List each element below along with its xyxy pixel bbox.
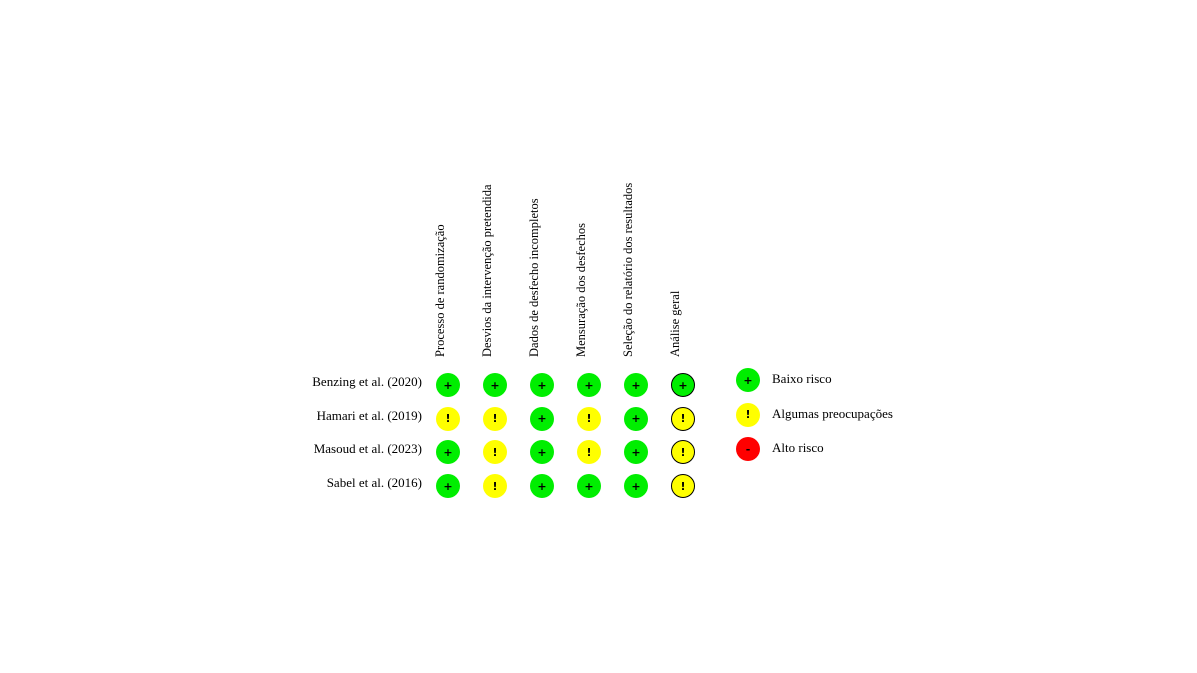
judgement-dot: + [530, 407, 554, 431]
judgement-dot: + [671, 373, 695, 397]
judgement-dot: + [436, 474, 460, 498]
legend-dot: ! [736, 403, 760, 427]
judgement-dot: ! [483, 407, 507, 431]
study-label: Sabel et al. (2016) [326, 475, 422, 491]
domain-label: Análise geral [668, 290, 682, 357]
domain-label: Seleção do relatório dos resultados [621, 182, 635, 357]
legend-label: Alto risco [772, 440, 824, 455]
judgement-dot: ! [483, 474, 507, 498]
judgement-dot: ! [671, 440, 695, 464]
judgement-dot: + [577, 373, 601, 397]
judgement-dot: + [436, 440, 460, 464]
legend-label: Baixo risco [772, 371, 832, 386]
judgement-dot: ! [483, 440, 507, 464]
judgement-dot: + [624, 373, 648, 397]
study-label: Benzing et al. (2020) [312, 374, 422, 389]
domain-label: Dados de desfecho incompletos [527, 198, 541, 357]
judgement-dot: + [530, 474, 554, 498]
domain-label: Desvios da intervenção pretendida [480, 184, 494, 357]
judgement-dot: + [624, 474, 648, 498]
judgement-dot: + [624, 440, 648, 464]
domain-label: Processo de randomização [433, 224, 447, 357]
judgement-dot: + [436, 373, 460, 397]
study-label: Hamari et al. (2019) [316, 407, 422, 423]
domain-label: Mensuração dos desfechos [574, 223, 588, 357]
judgement-dot: + [624, 407, 648, 431]
judgement-dot: + [530, 440, 554, 464]
judgement-dot: ! [577, 440, 601, 464]
legend-dot: + [736, 368, 760, 392]
judgement-dot: ! [577, 407, 601, 431]
legend-label: Algumas preocupações [772, 405, 893, 421]
judgement-dot: ! [436, 407, 460, 431]
judgement-dot: ! [671, 407, 695, 431]
judgement-dot: + [483, 373, 507, 397]
judgement-dot: + [530, 373, 554, 397]
study-label: Masoud et al. (2023) [313, 441, 422, 457]
legend-dot: - [736, 437, 760, 461]
judgement-dot: + [577, 474, 601, 498]
judgement-dot: ! [671, 474, 695, 498]
